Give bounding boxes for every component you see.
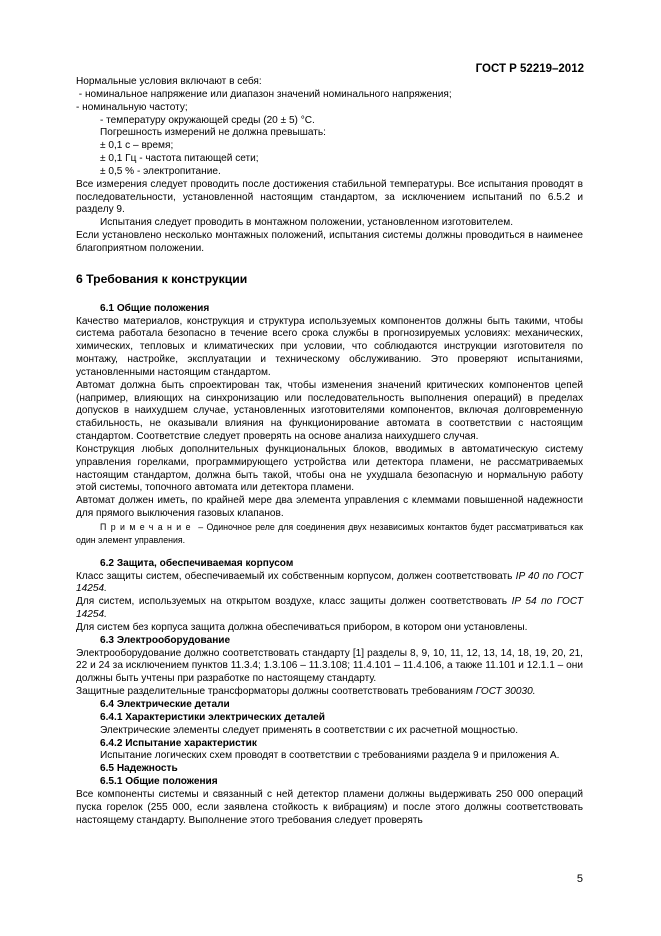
- section-6-title: 6 Требования к конструкции: [76, 271, 248, 286]
- mounting-paragraph: Испытания следует проводить в монтажном положении, установленном изготовителем.: [100, 217, 514, 229]
- section-6-5-1-title: 6.5.1 Общие положения: [100, 776, 218, 788]
- section-6-2-para-3: Для систем без корпуса защита должна обеспечиваться прибором, в котором они установлены.: [76, 621, 528, 633]
- section-6-3-title: 6.3 Электрооборудование: [100, 634, 231, 646]
- section-6-5-title: 6.5 Надежность: [100, 763, 178, 775]
- section-6-3-para-2: Защитные разделительные трансформаторы должны соответствовать требованиям ГОСТ 30030.: [76, 686, 536, 698]
- conditions-heading: Нормальные условия включают в себя:: [76, 76, 262, 87]
- section-6-1-para-2: Автомат должна быть спроектирован так, чтобы изменения значений критических компонентов цепей (например, влияющих на синхронизацию или последовательность выполнения операций) в пределах допусков в наихудшем случае, установленных изготовителями компонентов, включая долговременную стабильность, не оказывали влияния на функционирование автомата в соответствии с настоящим стандартом. Соответствие следует проверять на основе анализа наихудшего случая.: [76, 379, 583, 443]
- page-body: [76, 76, 583, 827]
- section-6-1-para-3: Конструкция любых дополнительных функциональных блоков, вводимых в автоматическую систему управления горелками, программирующего устройства или детектора пламени, не рассматриваемых настоящим стандартом, должна быть такой, чтобы она не ухудшала безопасную и нормальную работу этой системы, топочного автомата или детектора пламени.: [76, 443, 583, 494]
- section-6-1-para-4: Автомат должен иметь, по крайней мере два элемента управления с клеммами повышенной надежности для прямого выключения газовых клапанов.: [76, 495, 583, 520]
- section-6-1-note: [76, 521, 583, 547]
- section-6-1-title: 6.1 Общие положения: [100, 302, 210, 314]
- condition-voltage: - номинальное напряжение или диапазон значений номинального напряжения;: [76, 88, 452, 100]
- note-text: – Одиночное реле для соединения двух независимых контактов будет рассматриваться как один элемент управления.: [76, 522, 583, 545]
- condition-temperature: - температуру окружающей среды (20 ± 5) °С.: [100, 114, 315, 126]
- section-6-4-2-title: 6.4.2 Испытание характеристик: [100, 737, 257, 749]
- measurements-paragraph: Все измерения следует проводить после достижения стабильной температуры. Все испытания проводят в последовательности, установленной настоящим стандартом, за исключением испытаний по 6.5.2 и разделу 9.: [76, 178, 583, 216]
- accuracy-power: ± 0,5 % - электропитание.: [100, 165, 221, 177]
- note-label: Примечание: [100, 522, 195, 532]
- page-number: 5: [576, 873, 583, 885]
- accuracy-frequency: ± 0,1 Гц - частота питающей сети;: [100, 153, 259, 165]
- section-6-4-1-para: Электрические элементы следует применять в соответствии с их расчетной мощностью.: [100, 724, 519, 736]
- section-6-2-para-2: Для систем, используемых на открытом воздухе, класс защиты должен соответствовать IP 54 по ГОСТ 14254.: [76, 596, 583, 621]
- accuracy-time: ± 0,1 с – время;: [100, 140, 174, 152]
- section-6-1-para-1: Качество материалов, конструкция и структура используемых компонентов должны быть такими, чтобы система работала безопасно в течение всего срока службы в прогнозируемых условиях: механических, химических, тепловых и климатических при условии, что соблюдаются инструкции изготовителя по монтажу, настройке, эксплуатации и техническому обслуживанию. Это проверяют испытаниями, установленными настоящим стандартом.: [76, 315, 583, 378]
- section-6-2-title: 6.2 Защита, обеспечиваемая корпусом: [100, 557, 294, 569]
- section-6-4-1-title: 6.4.1 Характеристики электрических деталей: [100, 711, 325, 723]
- section-6-4-title: 6.4 Электрические детали: [100, 698, 230, 710]
- document-id: ГОСТ Р 52219–2012: [475, 63, 584, 75]
- section-6-3-para-1: Электрооборудование должно соответствовать стандарту [1] разделы 8, 9, 10, 11, 12, 13, 14, 18, 19, 20, 21, 22 и 24 за исключением пунктов 11.3.4; 1.3.106 – 11.3.108; 11.4.101 – 11.4.106, а также 11.101 и 12.1.1 – они должны быть учтены при разработке по настоящему стандарту.: [76, 647, 583, 685]
- mounting-multiple-paragraph: Если установлено несколько монтажных положений, испытания системы должны проводиться в наименее благоприятном положении.: [76, 230, 583, 254]
- condition-frequency: - номинальную частоту;: [76, 101, 188, 113]
- accuracy-heading: Погрешность измерений не должна превышать:: [100, 127, 326, 139]
- section-6-4-2-para: Испытание логических схем проводят в соответствии с требованиями раздела 9 и приложения А.: [100, 750, 560, 762]
- section-6-2-para-1: Класс защиты систем, обеспечиваемый их собственным корпусом, должен соответствовать IP 40 по ГОСТ 14254.: [76, 570, 583, 595]
- section-6-5-1-para: Все компоненты системы и связанный с ней детектор пламени должны выдерживать 250 000 операций пуска горелок (255 000, если заявлена стойкость к вибрациям) и после этого должны соответствовать настоящему стандарту. Выполнение этого требования следует проверять: [76, 788, 583, 826]
